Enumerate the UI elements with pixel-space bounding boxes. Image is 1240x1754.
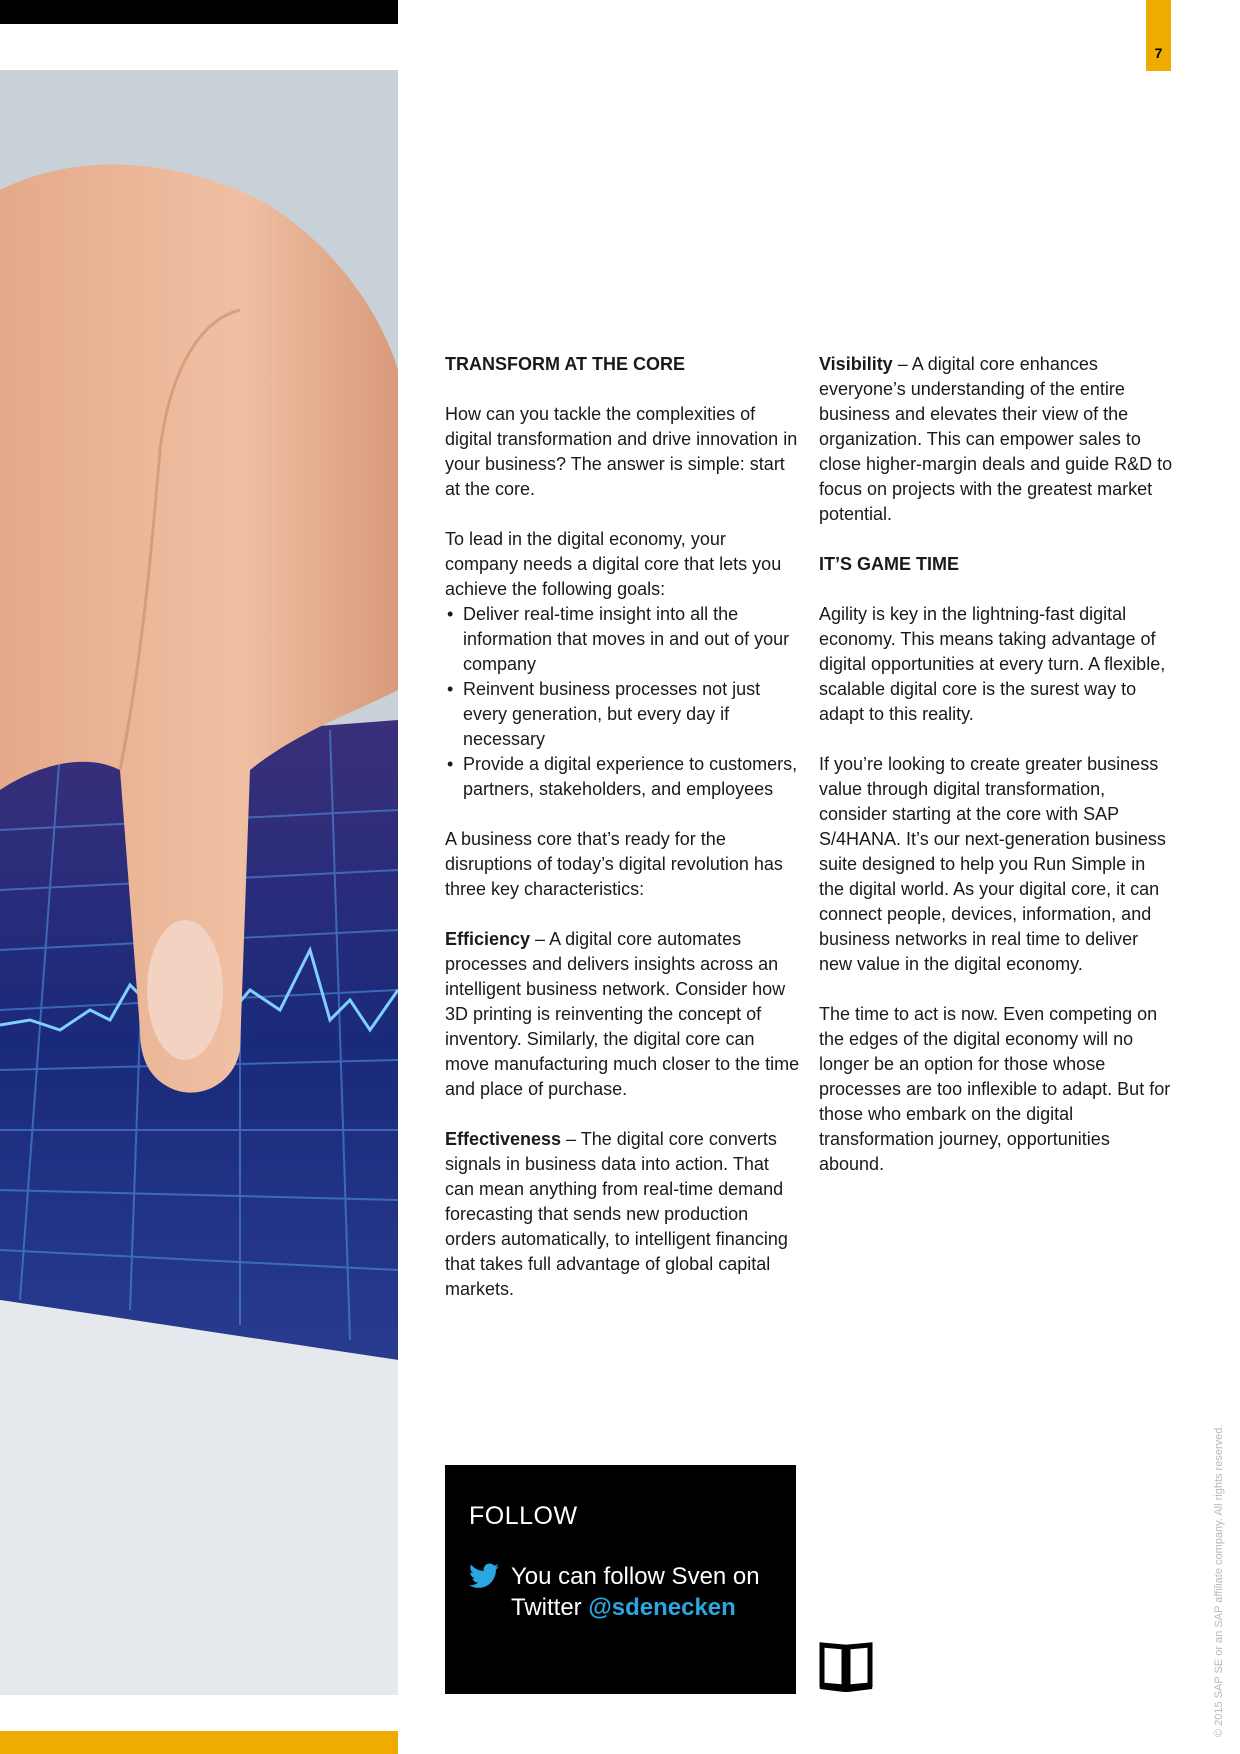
goals-lead-paragraph: To lead in the digital economy, your company needs a digital core that lets you achieve the following goals:: [445, 529, 782, 599]
follow-text: [511, 1561, 772, 1623]
follow-box: [445, 1465, 796, 1694]
intro-paragraph: How can you tackle the complexities of digital transformation and drive innovation in your business? The answer is simple: start at the core.: [445, 404, 798, 499]
efficiency-term: Efficiency: [445, 929, 531, 949]
page-number-tab: [1146, 0, 1171, 71]
effectiveness-text: – The digital core converts signals in business data into action. That can mean anything from real-time demand forecasting that sends new production orders automatically, to intelligent financing that takes full advantage of global capital markets.: [445, 1129, 788, 1299]
follow-row: [469, 1561, 772, 1623]
visibility-paragraph: [819, 352, 1174, 527]
list-item: • Reinvent business processes not just every generation, but every day if necessary: [445, 677, 800, 752]
top-black-bar: [0, 0, 398, 24]
list-item: • Deliver real-time insight into all the information that moves in and out of your company: [445, 602, 800, 677]
bottom-accent-bar: [0, 1731, 398, 1754]
agility-paragraph: Agility is key in the lightning-fast digital economy. This means taking advantage of digital opportunities at every turn. A flexible, scalable digital core is the surest way to adapt to this reality.: [819, 604, 1166, 724]
page-number: 7: [1154, 45, 1163, 61]
section-heading-game-time: IT’S GAME TIME: [819, 554, 960, 574]
section-heading-transform: TRANSFORM AT THE CORE: [445, 354, 685, 374]
effectiveness-term: Effectiveness: [445, 1129, 562, 1149]
characteristics-lead-paragraph: A business core that’s ready for the disruptions of today’s digital revolution has three key characteristics:: [445, 829, 783, 899]
open-book-icon[interactable]: [818, 1641, 874, 1693]
goals-list: [445, 602, 800, 802]
list-item: • Provide a digital experience to customers, partners, stakeholders, and employees: [445, 752, 800, 802]
follow-title: FOLLOW: [469, 1502, 578, 1530]
effectiveness-paragraph: [445, 1127, 800, 1302]
efficiency-text: – A digital core automates processes and delivers insights across an intelligent business network. Consider how 3D printing is reinventing the concept of inventory. Similarly, the digital core can move manufacturing much closer to the time and place of purchase.: [445, 929, 800, 1099]
twitter-handle-link[interactable]: @sdenecken: [588, 1594, 736, 1621]
s4hana-paragraph: If you’re looking to create greater business value through digital transformation, consider starting at the core with SAP S/4HANA. It’s our next-generation business suite designed to help you Run Simple in the digital world. As your digital core, it can connect people, devices, information, and business networks in real time to deliver new value in the digital economy.: [819, 754, 1166, 974]
visibility-term: Visibility: [819, 354, 893, 374]
left-text-column: [445, 352, 800, 1327]
right-text-column: [819, 352, 1174, 1202]
copyright-notice: © 2015 SAP SE or an SAP affiliate company. All rights reserved.: [1213, 1424, 1225, 1737]
efficiency-paragraph: [445, 927, 800, 1102]
follow-text-prefix: You can follow Sven on Twitter: [511, 1563, 760, 1621]
visibility-text: – A digital core enhances everyone’s understanding of the entire business and elevates their view of the organization. This can empower sales to close higher-margin deals and guide R&D to focus on projects with the greatest market potential.: [819, 354, 1173, 524]
hand-touching-tablet-chart-photo: [0, 70, 398, 1695]
time-to-act-paragraph: The time to act is now. Even competing on the edges of the digital economy will no longer be an option for those whose processes are too inflexible to adapt. But for those who embark on the digital transformation journey, opportunities abound.: [819, 1004, 1171, 1174]
hand-tablet-photo: [0, 70, 398, 1695]
twitter-bird-icon: [469, 1563, 499, 1589]
